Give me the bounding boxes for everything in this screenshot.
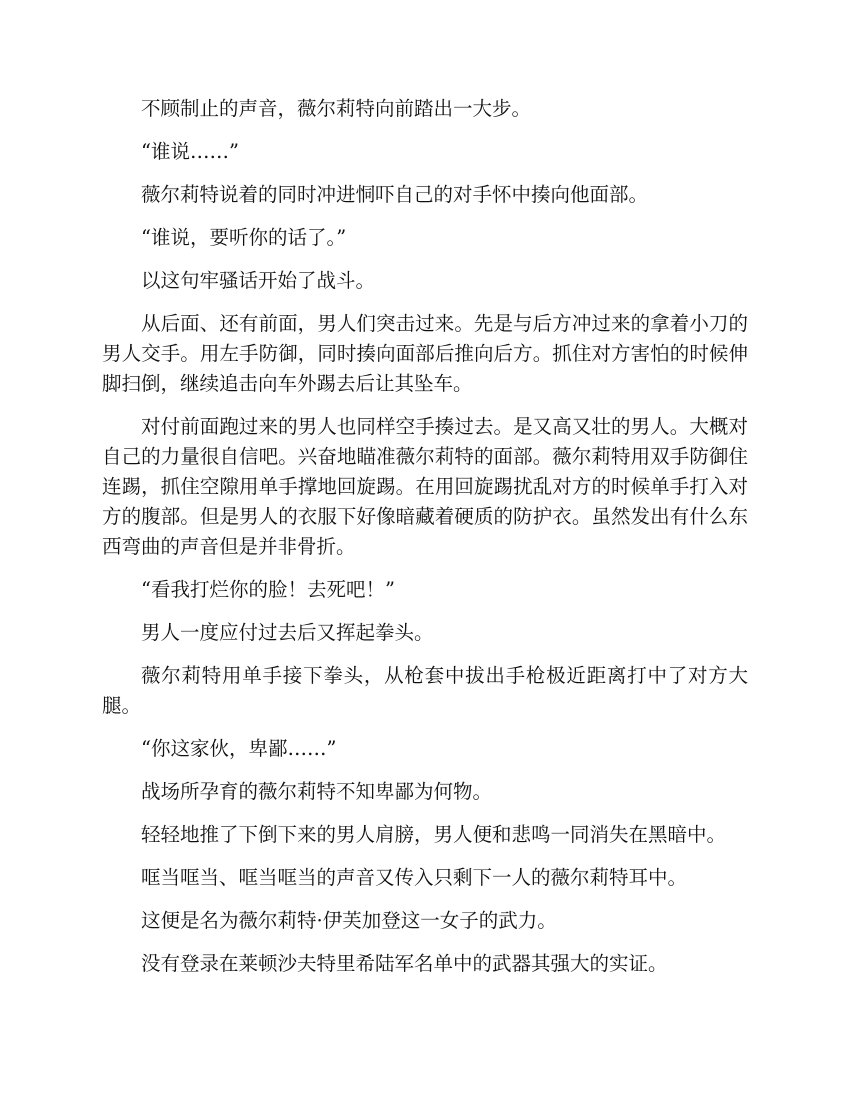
paragraph: 这便是名为薇尔莉特·伊芙加登这一女子的武力。 xyxy=(141,909,557,932)
paragraph: “看我打烂你的脸！去死吧！” xyxy=(141,578,395,601)
paragraph: 没有登录在莱顿沙夫特里希陆军名单中的武器其强大的实证。 xyxy=(141,952,668,975)
paragraph: “你这家伙，卑鄙……” xyxy=(141,737,337,760)
paragraph: 从后面、还有前面，男人们突击过来。先是与后方冲过来的拿着小刀的男人交手。用左手防御，同时揍向面部后推向后方。抓住对方害怕的时候伸脚扫倒，继续追击向车外踢去后让其坠车。 xyxy=(102,312,748,395)
paragraph: 战场所孕育的薇尔莉特不知卑鄙为何物。 xyxy=(141,780,493,803)
paragraph: 薇尔莉特用单手接下拳头，从枪套中拔出手枪极近距离打中了对方大腿。 xyxy=(102,664,748,717)
paragraph: 轻轻地推了下倒下来的男人肩膀，男人便和悲鸣一同消失在黑暗中。 xyxy=(141,823,727,846)
paragraph: “谁说，要听你的话了。” xyxy=(141,226,347,249)
paragraph: “谁说……” xyxy=(141,140,239,163)
paragraph: 不顾制止的声音，薇尔莉特向前踏出一大步。 xyxy=(141,97,532,120)
paragraph: 以这句牢骚话开始了战斗。 xyxy=(141,269,376,292)
document-body xyxy=(102,94,748,992)
paragraph: 哐当哐当、哐当哐当的声音又传入只剩下一人的薇尔莉特耳中。 xyxy=(141,866,688,889)
paragraph: 对付前面跑过来的男人也同样空手揍过去。是又高又壮的男人。大概对自己的力量很自信吧。兴奋地瞄准薇尔莉特的面部。薇尔莉特用双手防御住连踢，抓住空隙用单手撑地回旋踢。在用回旋踢扰乱对方的时候单手打入对方的腹部。但是男人的衣服下好像暗藏着硬质的防护衣。虽然发出有什么东西弯曲的声音但是并非骨折。 xyxy=(102,415,748,558)
paragraph: 男人一度应付过去后又挥起拳头。 xyxy=(141,621,434,644)
paragraph: 薇尔莉特说着的同时冲进恫吓自己的对手怀中揍向他面部。 xyxy=(141,183,649,206)
